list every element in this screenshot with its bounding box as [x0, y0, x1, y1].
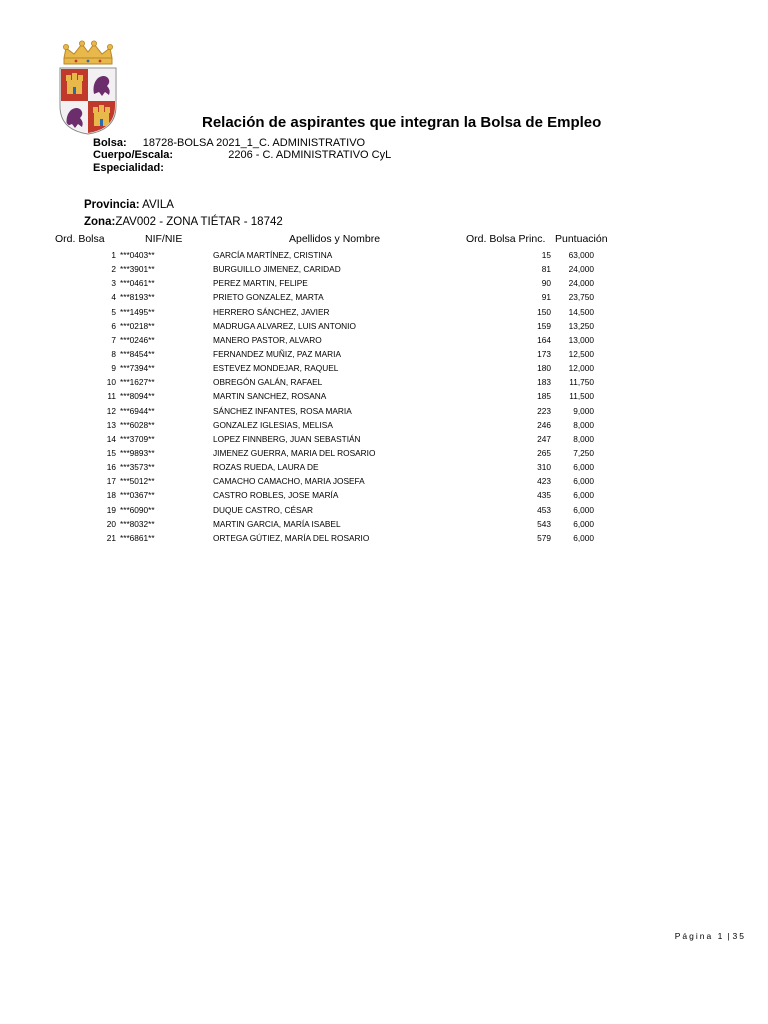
table-row [0, 333, 768, 347]
cell-ord-princ: 15 [541, 250, 551, 260]
cell-puntuacion: 6,000 [573, 532, 594, 543]
header-ord-bolsa: Ord. Bolsa [55, 233, 105, 245]
cell-name: ORTEGA GÚTIEZ, MARÍA DEL ROSARIO [213, 532, 370, 543]
cell-ord-princ: 265 [537, 447, 551, 458]
cuerpo-label: Cuerpo/Escala: [93, 149, 174, 161]
table-row [0, 361, 768, 375]
cell-name: PRIETO GONZALEZ, MARTA [213, 292, 324, 303]
header-nif: NIF/NIE [145, 233, 183, 245]
page-label: Página [674, 931, 714, 941]
cell-ord-bolsa: 2 [111, 264, 116, 275]
table-row [0, 389, 768, 403]
table-row [0, 305, 768, 319]
especialidad-label: Especialidad: [93, 162, 164, 174]
cell-ord-bolsa: 17 [106, 476, 116, 487]
cell-puntuacion: 6,000 [573, 462, 594, 473]
cell-puntuacion: 8,000 [573, 433, 594, 444]
cell-ord-bolsa: 15 [106, 447, 116, 458]
cell-ord-bolsa: 19 [106, 504, 116, 515]
cell-ord-princ: 164 [537, 334, 551, 345]
cell-name: CASTRO ROBLES, JOSE MARÍA [213, 490, 339, 501]
cell-ord-princ: 180 [537, 363, 551, 374]
cell-nif: ***0246** [120, 334, 155, 345]
table-row [0, 404, 768, 418]
cell-nif: ***0461** [120, 278, 155, 289]
cell-puntuacion: 6,000 [573, 518, 594, 529]
cell-name: LOPEZ FINNBERG, JUAN SEBASTIÁN [213, 433, 361, 444]
table-row [0, 488, 768, 502]
cell-nif: ***1495** [120, 306, 155, 317]
especialidad-line [93, 162, 164, 174]
cell-puntuacion: 63,000 [568, 250, 594, 260]
cell-name: MARTIN GARCIA, MARÍA ISABEL [213, 518, 341, 529]
cell-ord-princ: 183 [537, 377, 551, 388]
cell-nif: ***3709** [120, 433, 155, 444]
bolsa-label: Bolsa: [93, 137, 127, 149]
cell-nif: ***3573** [120, 462, 155, 473]
cell-puntuacion: 12,500 [568, 348, 594, 359]
cell-puntuacion: 7,250 [573, 447, 594, 458]
cell-ord-princ: 246 [537, 419, 551, 430]
zona-label: Zona: [84, 216, 116, 228]
cell-nif: ***8454** [120, 348, 155, 359]
provincia-label: Provincia: [84, 199, 140, 211]
cell-ord-bolsa: 10 [106, 377, 116, 388]
cell-ord-princ: 223 [537, 405, 551, 416]
cell-puntuacion: 24,000 [568, 264, 594, 275]
cell-ord-bolsa: 7 [111, 334, 116, 345]
cuerpo-line [93, 149, 391, 161]
table-row [0, 531, 768, 545]
cell-nif: ***0367** [120, 490, 155, 501]
cell-name: MADRUGA ALVAREZ, LUIS ANTONIO [213, 320, 356, 331]
cell-name: ESTEVEZ MONDEJAR, RAQUEL [213, 363, 339, 374]
cell-nif: ***1627** [120, 377, 155, 388]
cell-ord-bolsa: 13 [106, 419, 116, 430]
cell-ord-bolsa: 5 [111, 306, 116, 317]
cell-ord-princ: 185 [537, 391, 551, 402]
cell-nif: ***8193** [120, 292, 155, 303]
bolsa-line [93, 137, 365, 149]
cell-ord-princ: 173 [537, 348, 551, 359]
cell-puntuacion: 13,000 [568, 334, 594, 345]
cell-name: MARTIN SANCHEZ, ROSANA [213, 391, 327, 402]
cell-ord-bolsa: 16 [106, 462, 116, 473]
cell-name: PEREZ MARTIN, FELIPE [213, 278, 308, 289]
cell-name: FERNANDEZ MUÑIZ, PAZ MARIA [213, 348, 341, 359]
table-row [0, 319, 768, 333]
cell-nif: ***7394** [120, 363, 155, 374]
cell-ord-princ: 543 [537, 518, 551, 529]
table-row [0, 432, 768, 446]
table-row [0, 290, 768, 304]
cell-ord-bolsa: 21 [106, 532, 116, 543]
cell-name: CAMACHO CAMACHO, MARIA JOSEFA [213, 476, 365, 487]
cell-nif: ***5012** [120, 476, 155, 487]
cell-nif: ***0403** [120, 250, 155, 260]
cell-ord-bolsa: 12 [106, 405, 116, 416]
page-current: 1 [717, 931, 725, 941]
cell-name: BURGUILLO JIMENEZ, CARIDAD [213, 264, 341, 275]
header-name: Apellidos y Nombre [289, 233, 381, 245]
provincia-value: AVILA [142, 199, 174, 211]
crown-icon [63, 41, 112, 64]
cell-puntuacion: 6,000 [573, 476, 594, 487]
cell-puntuacion: 24,000 [568, 278, 594, 289]
table-row [0, 446, 768, 460]
cell-puntuacion: 14,500 [568, 306, 594, 317]
cell-ord-princ: 310 [537, 462, 551, 473]
cell-name: GONZALEZ IGLESIAS, MELISA [213, 419, 333, 430]
table-row [0, 474, 768, 488]
cell-nif: ***6028** [120, 419, 155, 430]
cell-nif: ***6090** [120, 504, 155, 515]
cell-name: OBREGÓN GALÁN, RAFAEL [213, 377, 323, 388]
cell-name: JIMENEZ GUERRA, MARIA DEL ROSARIO [213, 447, 376, 458]
cell-name: SÁNCHEZ INFANTES, ROSA MARIA [213, 405, 352, 416]
table-row [0, 276, 768, 290]
cell-ord-princ: 81 [541, 264, 551, 275]
cell-ord-bolsa: 14 [106, 433, 116, 444]
cell-ord-princ: 435 [537, 490, 551, 501]
cell-nif: ***3901** [120, 264, 155, 275]
cell-ord-bolsa: 20 [106, 518, 116, 529]
cell-nif: ***9893** [120, 447, 155, 458]
table-row [0, 347, 768, 361]
table-row [0, 517, 768, 531]
shield-icon [60, 68, 116, 134]
cuerpo-value: 2206 - C. ADMINISTRATIVO CyL [228, 149, 392, 161]
cell-ord-bolsa: 8 [111, 348, 116, 359]
page-title: Relación de aspirantes que integran la Bolsa de Empleo [202, 114, 602, 131]
cell-ord-princ: 579 [537, 532, 551, 543]
cell-nif: ***6861** [120, 532, 155, 543]
cell-name: ROZAS RUEDA, LAURA DE [213, 462, 319, 473]
table-row [0, 262, 768, 276]
cell-ord-bolsa: 11 [107, 391, 116, 402]
cell-name: MANERO PASTOR, ALVARO [213, 334, 322, 345]
cell-nif: ***6944** [120, 405, 155, 416]
cell-ord-princ: 423 [537, 476, 551, 487]
bolsa-value: 18728-BOLSA 2021_1_C. ADMINISTRATIVO [142, 137, 366, 149]
cell-ord-princ: 150 [537, 306, 551, 317]
table-row [0, 248, 768, 262]
cell-puntuacion: 11,750 [569, 377, 594, 388]
page-indicator: Página 1 | 35 [674, 931, 746, 941]
cell-ord-bolsa: 4 [111, 292, 116, 303]
cell-ord-bolsa: 1 [111, 250, 116, 260]
cell-puntuacion: 23,750 [568, 292, 594, 303]
cell-ord-princ: 91 [541, 292, 551, 303]
header-puntuacion: Puntuación [555, 233, 608, 245]
cell-puntuacion: 6,000 [573, 504, 594, 515]
cell-nif: ***0218** [120, 320, 155, 331]
table-row [0, 375, 768, 389]
cell-puntuacion: 13,250 [568, 320, 594, 331]
cell-ord-princ: 453 [537, 504, 551, 515]
zona-line [84, 216, 283, 228]
cell-nif: ***8032** [120, 518, 155, 529]
cell-ord-bolsa: 3 [111, 278, 116, 289]
cell-puntuacion: 11,500 [569, 391, 594, 402]
table-row [0, 418, 768, 432]
header-ord-princ: Ord. Bolsa Princ. [466, 233, 546, 245]
cell-ord-princ: 247 [537, 433, 551, 444]
cell-ord-princ: 90 [541, 278, 551, 289]
cell-ord-bolsa: 18 [106, 490, 116, 501]
cell-ord-bolsa: 9 [111, 363, 116, 374]
table-row [0, 503, 768, 517]
cell-ord-princ: 159 [537, 320, 551, 331]
page-total: 35 [732, 931, 746, 941]
zona-value: ZAV002 - ZONA TIÉTAR - 18742 [115, 216, 283, 228]
candidates-table [0, 248, 768, 545]
cell-puntuacion: 6,000 [573, 490, 594, 501]
cell-ord-bolsa: 6 [111, 320, 116, 331]
cell-name: HERRERO SÁNCHEZ, JAVIER [213, 306, 330, 317]
castilla-leon-coat-of-arms-logo [56, 40, 120, 136]
cell-name: DUQUE CASTRO, CÉSAR [213, 504, 314, 515]
cell-puntuacion: 8,000 [573, 419, 594, 430]
cell-nif: ***8094** [120, 391, 155, 402]
table-row [0, 460, 768, 474]
provincia-line [84, 199, 174, 211]
cell-puntuacion: 12,000 [568, 363, 594, 374]
cell-puntuacion: 9,000 [573, 405, 594, 416]
cell-name: GARCÍA MARTÍNEZ, CRISTINA [213, 250, 333, 260]
